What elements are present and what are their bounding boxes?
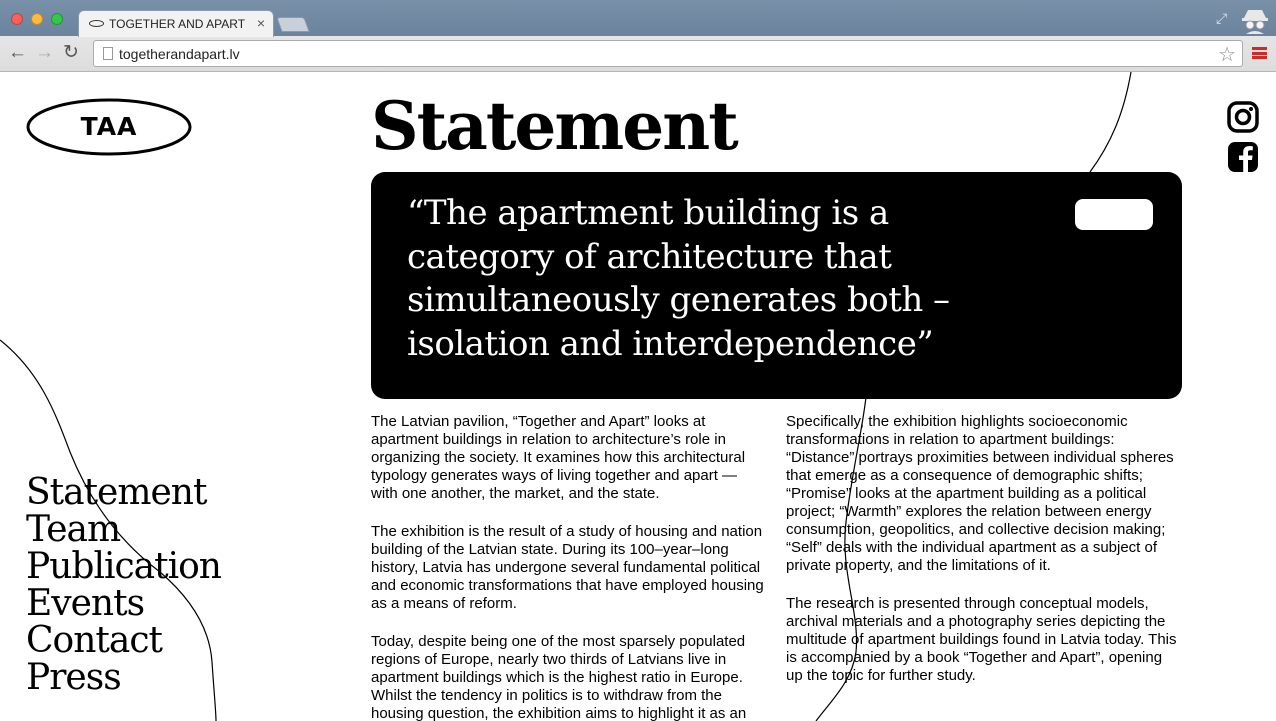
bookmark-star-icon[interactable]: ☆ xyxy=(1218,44,1236,66)
paragraph: The research is presented through conceptual models, archival materials and a photography series depicting the multitude of apartment buildings found in Latvia today. This is accompanied by a book “Together and Apart”, opening up the topic for further study. xyxy=(786,595,1177,684)
quote-box xyxy=(371,172,1182,399)
zoom-window-button[interactable] xyxy=(51,13,63,25)
back-button[interactable]: ← xyxy=(8,42,27,63)
nav-item-team[interactable]: Team xyxy=(26,509,121,550)
paragraph: The Latvian pavilion, “Together and Apart” looks at apartment buildings in relation to architecture’s role in organizing the society. It examines how this architectural typology generates ways of living together and apart — with one another, the market, and the state. xyxy=(371,413,746,502)
incognito-profile-icon[interactable] xyxy=(1240,6,1270,34)
pull-quote: “The apartment building is a category of architecture that simultaneously generates both – isolation and interdependence” xyxy=(407,193,950,364)
close-window-button[interactable] xyxy=(11,13,23,25)
nav-item-contact[interactable]: Contact xyxy=(26,620,162,661)
browser-toolbar xyxy=(0,36,1276,72)
quote-pill-button[interactable] xyxy=(1075,199,1153,230)
address-bar[interactable] xyxy=(93,40,1243,67)
minimize-window-button[interactable] xyxy=(31,13,43,25)
paragraph: The exhibition is the result of a study of housing and nation building of the Latvian state. During its 100–year–long history, Latvia has undergone several fundamental political and economic transformations that have employed housing as a means of reform. xyxy=(371,523,764,612)
browser-menu-icon[interactable] xyxy=(1252,45,1267,61)
tab-title: TOGETHER AND APART xyxy=(109,17,246,31)
nav-item-press[interactable]: Press xyxy=(26,657,121,698)
paragraph: Today, despite being one of the most sparsely populated regions of Europe, nearly two thirds of Latvians live in apartment buildings which is the highest ratio in Europe. Whilst the tendency in politics is to withdraw from the housing question, the exhibition aims to highlight it as an xyxy=(371,633,747,721)
site-logo[interactable] xyxy=(26,98,192,156)
nav-item-events[interactable]: Events xyxy=(26,583,145,624)
browser-tab[interactable] xyxy=(78,10,274,37)
facebook-icon[interactable] xyxy=(1227,141,1259,173)
statement-column-left xyxy=(371,413,765,721)
logo-text: TAA xyxy=(80,112,138,141)
tab-close-icon[interactable]: × xyxy=(256,15,265,31)
new-tab-button[interactable] xyxy=(276,17,309,32)
paragraph: Specifically, the exhibition highlights socioeconomic transformations in relation to apartment buildings: “Distance” portrays proximities between individual spheres that emerge as a consequence of demographic shifts; “Promise” looks at the apartment building as a political project; “Warmth” explores the relation between energy consumption, geopolitics, and collective decision making; “Self” deals with the individual apartment as a subject of private property, and the limitations of it. xyxy=(786,413,1174,574)
favicon-icon xyxy=(89,20,104,27)
forward-button[interactable]: → xyxy=(35,42,54,63)
url-text[interactable]: togetherandapart.lv xyxy=(119,46,240,62)
page-content xyxy=(0,72,1276,721)
title-bar xyxy=(0,0,1276,36)
page-icon xyxy=(103,47,113,60)
nav-item-publication[interactable]: Publication xyxy=(26,546,221,587)
browser-chrome xyxy=(0,0,1276,72)
page-title: Statement xyxy=(371,87,737,165)
statement-column-right xyxy=(786,413,1180,705)
nav-item-statement[interactable]: Statement xyxy=(26,472,207,513)
fullscreen-icon[interactable]: ⤢ xyxy=(1216,10,1228,26)
main-nav xyxy=(26,474,221,696)
window-controls xyxy=(11,13,63,25)
instagram-icon[interactable] xyxy=(1227,101,1259,133)
reload-button[interactable]: ↻ xyxy=(63,42,79,63)
